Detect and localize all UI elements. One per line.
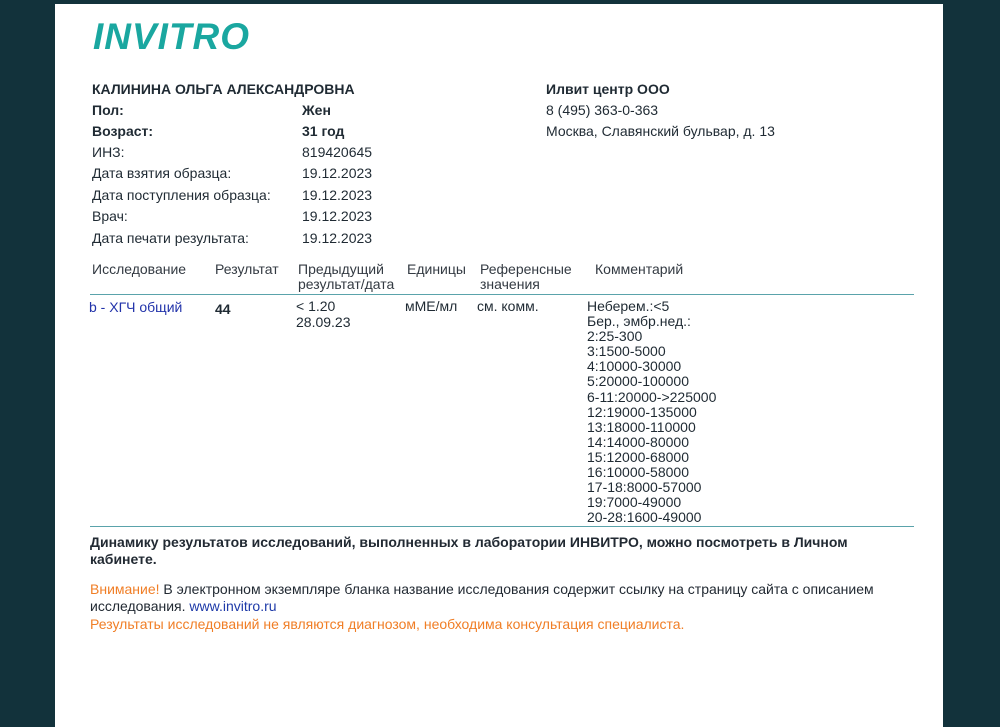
comment-line: 20-28:1600-49000 (587, 509, 702, 526)
inz-label: ИНЗ: (92, 144, 125, 160)
header-reference-line1: Референсные (480, 261, 572, 277)
comment-list (587, 299, 716, 525)
clinic-phone: 8 (495) 363-0-363 (546, 102, 659, 118)
header-result: Результат (215, 261, 279, 277)
comment-line: 14:14000-80000 (587, 433, 689, 450)
attention-label: Внимание! (90, 581, 160, 597)
result-document (55, 4, 943, 727)
table-bottom-rule (90, 526, 914, 527)
dynamics-note: Динамику результатов исследований, выполненных в лаборатории ИНВИТРО, можно посмотреть в Личном кабинете. (90, 534, 848, 567)
header-reference (480, 262, 572, 292)
doctor-label: Врач: (92, 208, 128, 224)
study-link[interactable]: b - ХГЧ общий (89, 299, 183, 315)
invitro-logo: INVITRO (93, 16, 251, 57)
reference-value: см. комм. (477, 298, 539, 314)
age-label: Возраст: (92, 123, 154, 139)
comment-line: Неберем.:<5 (587, 298, 670, 314)
comment-line: 13:18000-110000 (587, 418, 696, 435)
comment-line: 12:19000-135000 (587, 403, 697, 420)
units-value: мМЕ/мл (405, 298, 458, 314)
inz-value: 819420645 (302, 144, 373, 160)
comment-line: 3:1500-5000 (587, 343, 666, 360)
clinic-address: Москва, Славянский бульвар, д. 13 (546, 123, 775, 139)
previous-result (296, 298, 351, 330)
header-comment: Комментарий (595, 261, 684, 277)
header-units: Единицы (407, 261, 466, 277)
print-date-label: Дата печати результата: (92, 230, 249, 246)
print-date-value: 19.12.2023 (302, 230, 373, 246)
header-previous-line1: Предыдущий (298, 261, 384, 277)
result-value: 44 (215, 301, 231, 317)
doctor-value: 19.12.2023 (302, 208, 373, 224)
received-date-label: Дата поступления образца: (92, 187, 271, 203)
attention-note (90, 581, 910, 615)
website-link[interactable]: www.invitro.ru (189, 598, 277, 614)
header-reference-line2: значения (480, 276, 540, 292)
comment-line: Бер., эмбр.нед.: (587, 313, 691, 330)
disclaimer-note: Результаты исследований не являются диагнозом, необходима консультация специалиста. (90, 616, 685, 632)
comment-line: 16:10000-58000 (587, 464, 689, 481)
header-previous-line2: результат/дата (298, 276, 395, 292)
comment-line: 17-18:8000-57000 (587, 479, 702, 496)
comment-line: 6-11:20000->225000 (587, 388, 717, 405)
previous-date: 28.09.23 (296, 314, 351, 330)
comment-line: 19:7000-49000 (587, 494, 682, 511)
comment-line: 5:20000-100000 (587, 373, 689, 390)
sex-label: Пол: (92, 102, 124, 118)
comment-line: 2:25-300 (587, 328, 643, 345)
header-study: Исследование (92, 261, 187, 277)
patient-name: КАЛИНИНА ОЛЬГА АЛЕКСАНДРОВНА (92, 81, 355, 97)
header-previous (298, 262, 394, 292)
age-value: 31 год (302, 123, 345, 139)
attention-text: В электронном экземпляре бланка название исследования содержит ссылку на страницу сайта с описанием исследования. (90, 581, 874, 614)
sample-date-value: 19.12.2023 (302, 165, 373, 181)
comment-line: 4:10000-30000 (587, 358, 682, 375)
comment-line: 15:12000-68000 (587, 448, 689, 465)
clinic-name: Илвит центр ООО (546, 81, 670, 97)
previous-value: < 1.20 (296, 298, 336, 314)
sample-date-label: Дата взятия образца: (92, 165, 232, 181)
received-date-value: 19.12.2023 (302, 187, 373, 203)
sex-value: Жен (302, 102, 331, 118)
table-header-rule (90, 294, 914, 295)
